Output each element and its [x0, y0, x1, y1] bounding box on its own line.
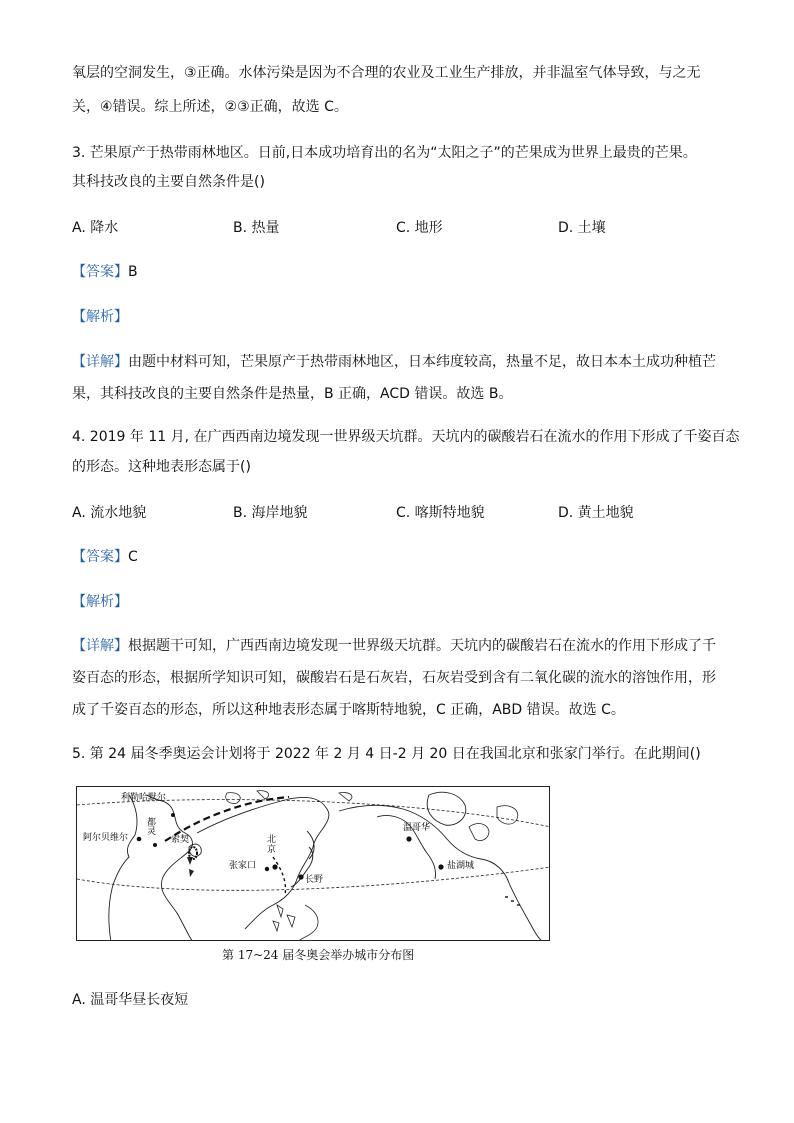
q4-option-a: A. 流水地貌: [72, 505, 147, 521]
q3-option-c: C. 地形: [396, 220, 443, 236]
q3-answer: [72, 262, 138, 282]
detail-text: 由题中材料可知，芒果原产于热带雨林地区，日本纬度较高，热量不足，故日本本土成功种植芒: [128, 354, 716, 370]
q4-detail-line-3: 成了千姿百态的形态，所以这种地表形态属于喀斯特地貌，C 正确，ABD 错误。故选 C。: [72, 702, 625, 718]
q3-detail-line-1: [72, 352, 716, 372]
map-caption: 第 17~24 届冬奥会举办城市分布图: [222, 948, 415, 962]
answer-tag: 【答案】: [72, 264, 128, 280]
prev-text-line-2: 关，④错误。综上所述，②③正确，故选 C。: [72, 99, 348, 115]
q4-analysis-tag: 【解析】: [72, 594, 128, 610]
q4-option-d: D. 黄土地貌: [558, 505, 634, 521]
olympic-host-map: [76, 786, 550, 941]
city-sochi: 索契: [171, 835, 190, 845]
detail-text: 根据题干可知，广西西南边境发现一世界级天坑群。天坑内的碳酸岩石在流水的作用下形成了千: [128, 638, 716, 654]
q3-option-d: D. 土壤: [558, 220, 606, 236]
answer-tag: 【答案】: [72, 549, 128, 565]
city-zhangjiakou: 张家口: [229, 861, 257, 871]
detail-tag: 【详解】: [72, 354, 128, 370]
city-vancouver: 温哥华: [403, 823, 431, 833]
q5-option-a: A. 温哥华昼长夜短: [72, 992, 189, 1008]
city-beijing: 北京: [267, 835, 277, 855]
city-turin: 都灵: [147, 818, 157, 837]
city-nagano: 长野: [305, 875, 324, 885]
city-lillehammer: 利勒哈默尔: [121, 793, 167, 803]
world-map-outline: [77, 787, 550, 941]
detail-tag: 【详解】: [72, 638, 128, 654]
answer-value: C: [128, 549, 138, 565]
q3-stem-line-2: 其科技改良的主要自然条件是(): [72, 174, 265, 190]
answer-value: B: [128, 264, 138, 280]
city-salt-lake: 盐湖城: [447, 861, 475, 871]
q4-answer: [72, 547, 138, 567]
q3-option-a: A. 降水: [72, 220, 119, 236]
q4-option-b: B. 海岸地貌: [233, 505, 308, 521]
q5-stem: 5. 第 24 届冬季奥运会计划将于 2022 年 2 月 4 日-2 月 20 日在我国北京和张家门举行。在此期间(): [72, 746, 701, 762]
q3-stem-line-1: 3. 芒果原产于热带雨林地区。日前,日本成功培育出的名为“太阳之子”的芒果成为世界上最贵的芒果。: [72, 145, 697, 161]
q4-stem-line-2: 的形态。这种地表形态属于(): [72, 459, 251, 475]
q4-detail-line-2: 姿百态的形态，根据所学知识可知，碳酸岩石是石灰岩，石灰岩受到含有二氧化碳的流水的溶蚀作用，形: [72, 670, 716, 686]
q3-detail-line-2: 果，其科技改良的主要自然条件是热量，B 正确，ACD 错误。故选 B。: [72, 386, 513, 402]
q4-option-c: C. 喀斯特地貌: [396, 505, 485, 521]
q4-stem-line-1: 4. 2019 年 11 月, 在广西西南边境发现一世界级天坑群。天坑内的碳酸岩石在流水的作用下形成了千姿百态: [72, 429, 740, 445]
city-albertville: 阿尔贝维尔: [83, 833, 129, 843]
q4-detail-line-1: [72, 636, 716, 656]
prev-text-line-1: 氧层的空洞发生，③正确。水体污染是因为不合理的农业及工业生产排放，并非温室气体导致，与之无: [72, 65, 701, 81]
q3-option-b: B. 热量: [233, 220, 280, 236]
q3-analysis-tag: 【解析】: [72, 309, 128, 325]
